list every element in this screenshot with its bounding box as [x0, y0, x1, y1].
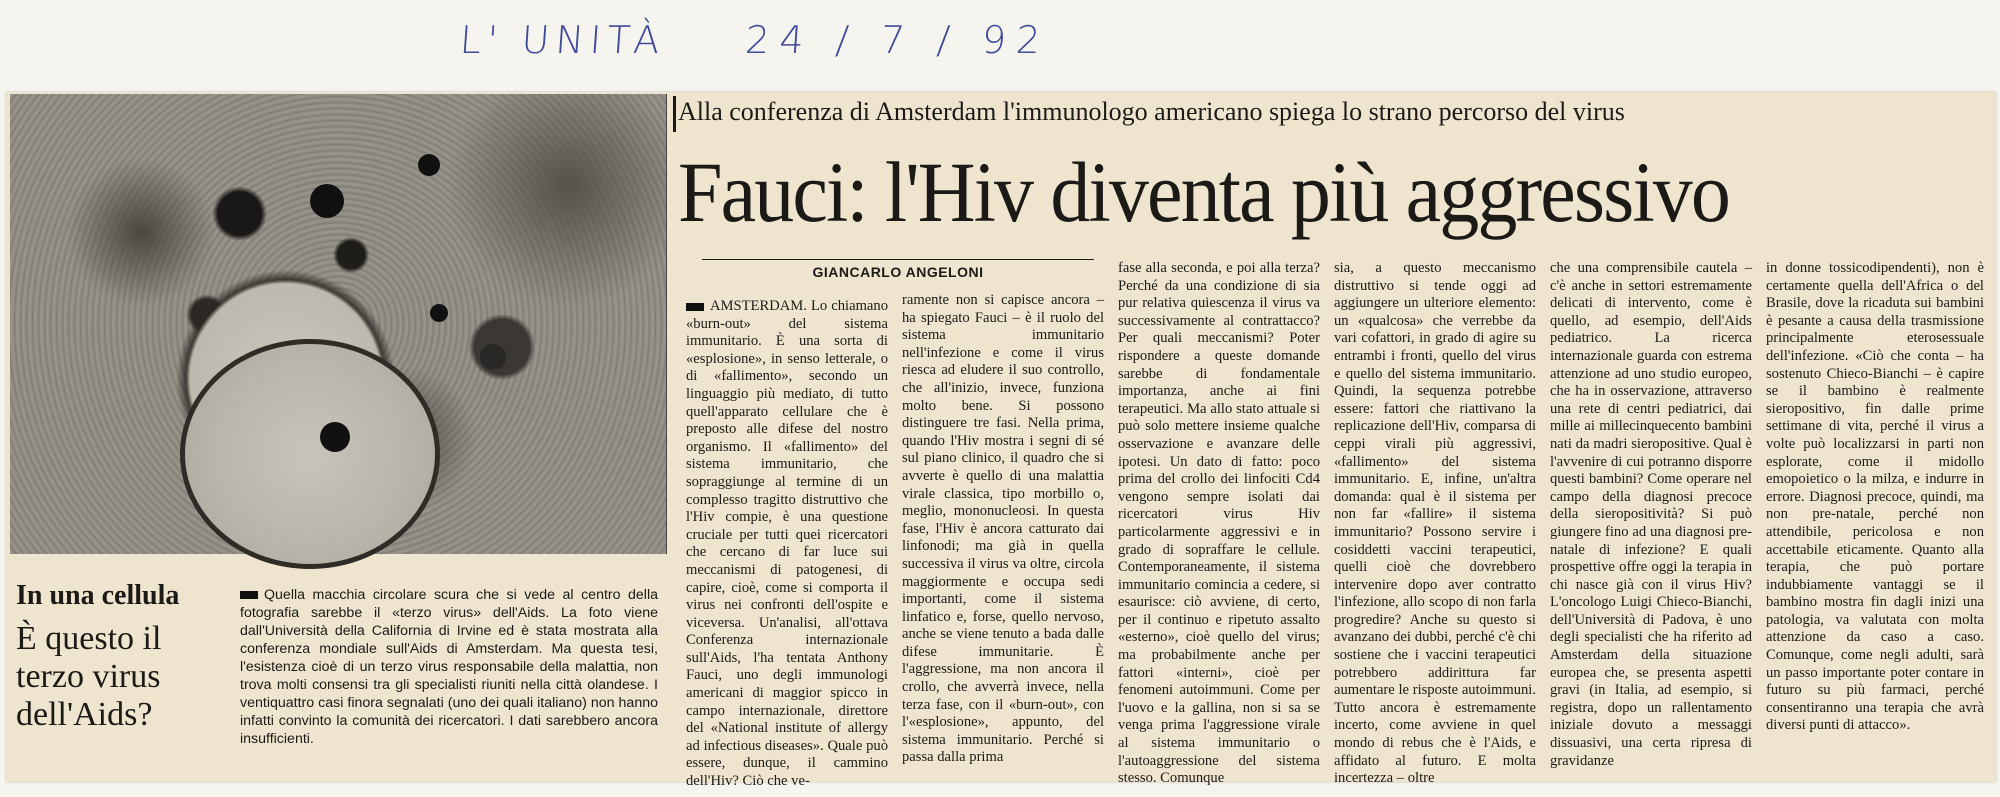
article-byline: GIANCARLO ANGELONI [812, 264, 984, 280]
bullet-marker-icon [686, 303, 704, 311]
virus-particle-shape [310, 184, 344, 218]
photo-caption-body: Quella macchia circolare scura che si vede al centro della fotografia sarebbe il «terzo virus» dell'Aids. La foto viene dall'Università della California di Irvine ed è stata mostrata alla conferenza mondiale sull'Aids di Amsterdam. Ma questa tesi, l'esistenza cioè di un terzo virus responsabile della malattia, non trova molti consensi tra gli specialisti riuniti nella città olandese. I ventiquattro casi finora segnalati (uno dei quali italiano) non hanno infatti convinto la comunità dei ricercatori. I dati sarebbero ancora insufficienti. [240, 587, 658, 747]
kicker-rule [673, 96, 676, 132]
article-column-5 [1550, 260, 1752, 780]
cell-microscope-photo [10, 94, 667, 554]
column-text: AMSTERDAM. Lo chiamano «burn-out» del sistema immunitario. È una sorta di «esplosione», in senso letterale, o di «fallimento», secondo un linguaggio più mediato, di tutto quell'apparato cellulare che è preposto alle difese del nostro organismo. Il «fallimento» del sistema immunitario, che sopraggiunge al termine di un complesso tragitto distruttivo che l'Hiv compie, è una questione cruciale per tutti quei ricercatori che cercano di far luce sui meccanismi di patogenesi, di capire, cioè, come si comporta il virus nei confronti dell'ospite e viceversa. Un'analisi, all'ottava Conferenza internazionale sull'Aids, l'ha tentata Anthony Fauci, uno degli immunologi americani di maggior spicco in campo internazionale, direttore del «National institute of allergy ad infectious diseases». Quale può essere, dunque, il cammino dell'Hiv? Ciò che ve- [686, 298, 888, 790]
column-text: in donne tossicodipendenti), non è certamente quella dell'Africa o del Brasile, dove la ricaduta sui bambini è pesante a causa della trasmissione principalmente eterosessuale dell'infezione. «Ciò che conta – ha sostenuto Chieco-Bianchi – è capire se il bambino è realmente sieropositivo, fin dalle prime settimane di vita, perché il virus a volte può localizzarsi in parti non esplorate, come il midollo emopoietico o la milza, e indurre in errore. Diagnosi precoce, quindi, ma non pre-natale, perché non attendibile, pericolosa e non accettabile eticamente. Quanto alla terapia, che può portare indubbiamente vantaggi se il bambino mostra fin dagli inizi una patologia, va valutata con molta attenzione da caso a caso. Comunque, come negli adulti, sarà un passo importante poter contare in futuro su più farmaci, perché consentiranno una terapia che avrà diversi punti di attacco». [1766, 260, 1984, 734]
article-column-2 [902, 292, 1104, 782]
article-column-3 [1118, 260, 1320, 787]
byline-rule [702, 259, 1094, 260]
article-column-1 [686, 298, 888, 790]
cell-nucleus-shape [180, 339, 440, 569]
bullet-marker-icon [240, 591, 258, 599]
article-kicker: Alla conferenza di Amsterdam l'immunologo americano spiega lo strano percorso del virus [678, 97, 1625, 126]
column-text: fase alla seconda, e poi alla terza? Perché da una condizione di sia pur relativa quiescenza il virus va successivamente al contrattacco? Per quali meccanismi? Poter rispondere a queste domande sarebbe di fondamentale importanza, anche ai fini terapeutici. Ma allo stato attuale si può solo mettere insieme qualche osservazione e avanzare delle ipotesi. Un dato di fatto: poco prima del crollo dei linfociti Cd4 vengono sempre isolati dai ricercatori virus Hiv particolarmente aggressivi e in grado di sopraffare le cellule. Contemporaneamente, il sistema immunitario comincia a cedere, si esaurisce: ciò avviene, di certo, per il continuo e ripetuto assalto «esterno», cioè quello del virus; ma probabilmente anche per fattori «interni», cioè per fenomeni autoimmuni. Come per l'uovo e la gallina, non si sa se venga prima l'aggressione virale al sistema immunitario o l'autoaggressione del sistema stesso. Comunque [1118, 260, 1320, 787]
virus-particle-shape [320, 422, 350, 452]
handwritten-source-note [458, 18, 1051, 62]
virus-particle-shape [480, 344, 506, 370]
photo-caption-text [240, 586, 658, 748]
photo-caption-subtitle: È questo il terzo virus dell'Aids? [16, 620, 162, 733]
column-text: sia, a questo meccanismo distruttivo si tende oggi ad aggiungere un ulteriore elemento: un «qualcosa» che verrebbe da vari cofattori, in grado di agire su entrambi i fronti, quello del virus e quello del sistema immunitario. Quindi, la sequenza potrebbe essere: fattori che riattivano la replicazione dell'Hiv, comparsa di ceppi virali più aggressivi, «fallimento» del sistema immunitario. E, infine, un'altra domanda: qual è il sistema per non far «fallire» il sistema immunitario? Possono servire i cosiddetti vaccini terapeutici, quelli cioè che dovrebbero intervenire dopo aver contratto l'infezione, allo scopo di non farla progredire? Anche su questo si avanzano dei dubbi, perché c'è chi sostiene che i vaccini terapeutici potrebbero addirittura far aumentare le risposte autoimmuni. Tutto ancora è estremamente incerto, come avviene in quel mondo di rebus che è l'Aids, e affidato al futuro. E molta incertezza – oltre [1334, 260, 1536, 787]
article-headline: Fauci: l'Hiv diventa più aggressivo [678, 144, 1730, 240]
virus-particle-shape [430, 304, 448, 322]
article-column-6 [1766, 260, 1984, 780]
photo-caption-title: In una cellula [16, 580, 180, 611]
newspaper-clipping [6, 92, 1996, 790]
column-text: ramente non si capisce ancora – ha spiegato Fauci – è il ruolo del sistema immunitario nell'infezione e come il virus riesca ad eludere il suo controllo, che all'inizio, invece, funziona molto bene. Si possono distinguere tre fasi. Nella prima, quando l'Hiv mostra i segni di sé sul piano clinico, il quadro che si avverte è quello di una malattia virale classica, tipo morbillo o, meglio, mononucleosi. In questa fase, l'Hiv è ancora catturato dai linfonodi; ma già in quella successiva il virus va oltre, circola maggiormente e occupa sedi importanti, come il sistema linfatico e, forse, quello nervoso, anche se viene tenuto a bada dalle difese immunitarie. È l'aggressione, ma non ancora il crollo, che avverrà invece, nella terza fase, con il «burn-out», con l'«esplosione», appunto, del sistema immunitario. Perché si passa dalla prima [902, 292, 1104, 766]
handwritten-source: L' UNITÀ [458, 18, 667, 62]
column-text: che una comprensibile cautela – c'è anche in settori estremamente delicati di intervento, come è quello, ad esempio, dell'Aids pediatrico. La ricerca internazionale guarda con estrema attenzione ad uno studio europeo, che ha in osservazione, attraverso una rete di centri pediatrici, dai mille ai millecinquecento bambini nati da madri sieropositive. Qual è l'avvenire di cui potranno disporre questi bambini? Come operare nel campo della diagnosi precoce della sieropositività? Si può giungere fino ad una diagnosi pre-natale di infezione? E quali prospettive offre oggi la terapia in chi nasce già con il virus Hiv? L'oncologo Luigi Chieco-Bianchi, dell'Università di Padova, è uno degli specialisti che ha riferito ad Amsterdam della situazione europea che, se presenta aspetti gravi (in Italia, ad esempio, si registra, dopo un rallentamento iniziale dovuto a messaggi dissuasivi, una certa ripresa di gravidanze [1550, 260, 1752, 769]
virus-particle-shape [418, 154, 440, 176]
handwritten-date: 24 / 7 / 92 [743, 18, 1052, 62]
article-column-4 [1334, 260, 1536, 787]
